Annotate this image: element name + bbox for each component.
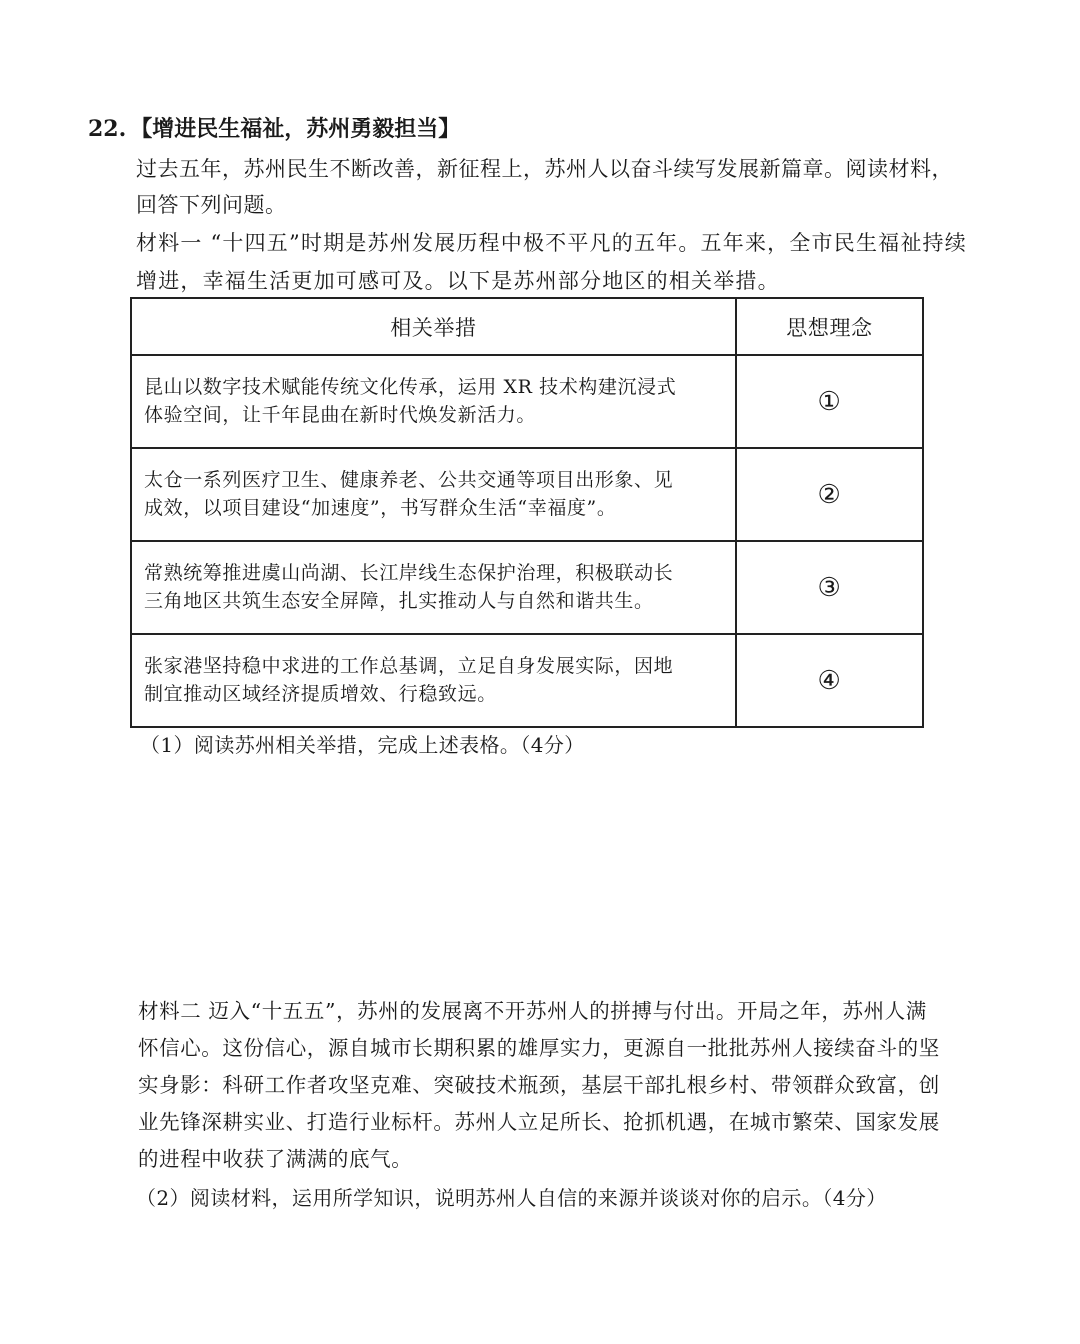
sub-question-2: （2）阅读材料，运用所学知识，说明苏州人自信的来源并谈谈对你的启示。（4分）	[136, 1186, 887, 1210]
question-number: 22.	[88, 116, 127, 142]
measure-line: 常熟统筹推进虞山尚湖、长江岸线生态保护治理，积极联动长	[144, 561, 674, 584]
measures-table	[130, 297, 924, 728]
table-row	[131, 355, 923, 448]
measure-line: 张家港坚持稳中求进的工作总基调，立足自身发展实际，因地	[144, 654, 674, 677]
measure-line: 太仓一系列医疗卫生、健康养老、公共交通等项目出形象、见	[144, 468, 674, 491]
measure-line: 体验空间，让千年昆曲在新时代焕发新活力。	[144, 403, 537, 426]
measure-cell	[131, 355, 736, 448]
material2-line-1: 材料二 迈入“十五五”，苏州的发展离不开苏州人的拼搏与付出。开局之年，苏州人满	[138, 999, 927, 1023]
measure-cell	[131, 448, 736, 541]
concept-blank-4: ④	[736, 634, 923, 727]
header-measures: 相关举措	[131, 298, 736, 355]
material2-line-2: 怀信心。这份信心，源自城市长期积累的雄厚实力，更源自一批批苏州人接续奋斗的坚	[138, 1036, 940, 1060]
sub-question-1: （1）阅读苏州相关举措，完成上述表格。（4分）	[140, 733, 585, 757]
measure-cell	[131, 634, 736, 727]
question-heading: 【增进民生福祉，苏州勇毅担当】	[130, 116, 461, 142]
concept-blank-2: ②	[736, 448, 923, 541]
header-concept: 思想理念	[736, 298, 923, 355]
question-title	[88, 112, 460, 143]
measure-line: 三角地区共筑生态安全屏障，扎实推动人与自然和谐共生。	[144, 589, 654, 612]
intro-line-1: 过去五年，苏州民生不断改善，新征程上，苏州人以奋斗续写发展新篇章。阅读材料，	[136, 157, 953, 181]
material2-line-3: 实身影：科研工作者攻坚克难、突破技术瓶颈，基层干部扎根乡村、带领群众致富，创	[138, 1073, 940, 1097]
material2-line-4: 业先锋深耕实业、打造行业标杆。苏州人立足所长、抢抓机遇，在城市繁荣、国家发展	[138, 1110, 940, 1134]
concept-blank-3: ③	[736, 541, 923, 634]
material1-line-2: 增进，幸福生活更加可感可及。以下是苏州部分地区的相关举措。	[136, 269, 780, 293]
table-row	[131, 448, 923, 541]
table-row	[131, 541, 923, 634]
material1-line-1: 材料一 “十四五”时期是苏州发展历程中极不平凡的五年。五年来，全市民生福祉持续	[136, 231, 967, 255]
table-row	[131, 634, 923, 727]
table-header-row	[131, 298, 923, 355]
concept-blank-1: ①	[736, 355, 923, 448]
material2-line-5: 的进程中收获了满满的底气。	[138, 1147, 413, 1171]
measure-line: 成效，以项目建设“加速度”，书写群众生活“幸福度”。	[144, 496, 617, 519]
measure-line: 昆山以数字技术赋能传统文化传承，运用 XR 技术构建沉浸式	[144, 375, 677, 398]
measure-cell	[131, 541, 736, 634]
measure-line: 制宜推动区域经济提质增效、行稳致远。	[144, 682, 497, 705]
intro-line-2: 回答下列问题。	[136, 193, 287, 217]
